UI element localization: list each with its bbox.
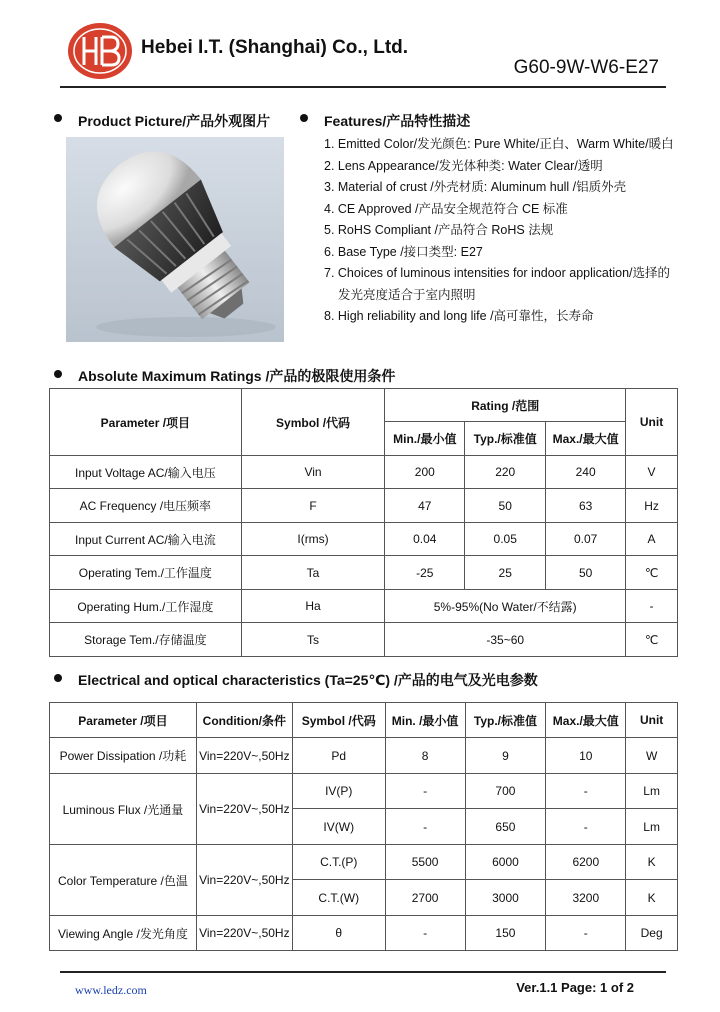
page-info: Ver.1.1 Page: 1 of 2 (516, 980, 634, 995)
cell-unit: Lm (626, 809, 678, 845)
cell-parameter: Viewing Angle /发光角度 (50, 916, 197, 951)
cell-max: - (546, 774, 626, 809)
cell-unit: K (626, 845, 678, 880)
electrical-title: Electrical and optical characteristics (Ta=25℃) /产品的电气及光电参数 (78, 672, 538, 688)
cell-max: 63 (546, 489, 626, 523)
cell-condition: Vin=220V~,50Hz (196, 738, 292, 774)
bullet-dot-icon (54, 114, 62, 122)
hb-logo (67, 22, 133, 80)
features-title: Features/产品特性描述 (324, 113, 471, 129)
feature-item: 5. RoHS Compliant /产品符合 RoHS 法规 (324, 223, 554, 237)
cell-symbol: Ts (241, 623, 385, 657)
col-rating: Rating /范围 (385, 389, 626, 422)
product-picture-title: Product Picture/产品外观图片 (78, 113, 271, 129)
cell-symbol: Ha (241, 590, 385, 623)
cell-condition: Vin=220V~,50Hz (196, 845, 292, 916)
table-row (50, 845, 678, 880)
table-row (50, 916, 678, 951)
ratings-table (49, 388, 678, 657)
cell-min: 200 (385, 456, 465, 489)
cell-max: 10 (546, 738, 626, 774)
bullet-dot-icon (300, 114, 308, 122)
electrical-table (49, 702, 678, 951)
cell-max: 240 (546, 456, 626, 489)
cell-typ: 3000 (465, 880, 546, 916)
cell-unit: A (626, 523, 678, 556)
cell-parameter: Input Current AC/输入电流 (50, 523, 242, 556)
col-unit: Unit (626, 703, 678, 738)
cell-range: 5%-95%(No Water/不结露) (385, 590, 626, 623)
col-symbol: Symbol /代码 (292, 703, 385, 738)
cell-min: 5500 (385, 845, 465, 880)
col-max: Max./最大值 (546, 422, 626, 456)
table-row (50, 738, 678, 774)
part-number: G60-9W-W6-E27 (513, 57, 659, 78)
cell-range: -35~60 (385, 623, 626, 657)
cell-min: - (385, 916, 465, 951)
cell-unit: ℃ (626, 556, 678, 590)
col-typ: Typ./标准值 (465, 703, 546, 738)
cell-condition: Vin=220V~,50Hz (196, 916, 292, 951)
cell-unit: - (626, 590, 678, 623)
cell-typ: 220 (465, 456, 546, 489)
cell-parameter: Storage Tem./存储温度 (50, 623, 242, 657)
cell-typ: 50 (465, 489, 546, 523)
cell-max: 0.07 (546, 523, 626, 556)
table-row (50, 523, 678, 556)
feature-item: 6. Base Type /接口类型: E27 (324, 244, 483, 259)
cell-min: 2700 (385, 880, 465, 916)
cell-symbol: IV(W) (292, 809, 385, 845)
cell-unit: ℃ (626, 623, 678, 657)
cell-typ: 650 (465, 809, 546, 845)
cell-max: - (546, 916, 626, 951)
cell-min: - (385, 809, 465, 845)
col-typ: Typ./标准值 (465, 422, 546, 456)
feature-item: 8. High reliability and long life /高可靠性，长寿命 (324, 309, 594, 323)
ratings-title: Absolute Maximum Ratings /产品的极限使用条件 (78, 368, 396, 384)
col-condition: Condition/条件 (196, 703, 292, 738)
cell-parameter: Color Temperature /色温 (50, 845, 197, 916)
cell-parameter: Input Voltage AC/输入电压 (50, 456, 242, 489)
feature-item: 7. Choices of luminous intensities for indoor application/选择的发光亮度适合于室内照明 (324, 266, 671, 302)
table-row (50, 489, 678, 523)
cell-max: - (546, 809, 626, 845)
cell-min: -25 (385, 556, 465, 590)
cell-min: 0.04 (385, 523, 465, 556)
features-list (324, 134, 674, 328)
cell-min: 47 (385, 489, 465, 523)
footer-divider (60, 971, 666, 973)
led-bulb-photo (66, 137, 284, 342)
company-name: Hebei I.T. (Shanghai) Co., Ltd. (141, 37, 409, 58)
feature-item: 3. Material of crust /外壳材质: Aluminum hull /铝质外壳 (324, 180, 627, 194)
cell-unit: Deg (626, 916, 678, 951)
cell-parameter: Power Dissipation /功耗 (50, 738, 197, 774)
table-row (50, 556, 678, 590)
col-unit: Unit (626, 389, 678, 456)
cell-symbol: I(rms) (241, 523, 385, 556)
cell-parameter: Operating Hum./工作湿度 (50, 590, 242, 623)
cell-typ: 9 (465, 738, 546, 774)
cell-condition: Vin=220V~,50Hz (196, 774, 292, 845)
cell-max: 6200 (546, 845, 626, 880)
table-row (50, 774, 678, 809)
feature-item: 1. Emitted Color/发光颜色: Pure White/正白、Warm White/暖白 (324, 137, 674, 151)
website-link[interactable]: www.ledz.com (75, 983, 147, 997)
header-divider (60, 86, 666, 88)
cell-symbol: Vin (241, 456, 385, 489)
cell-symbol: F (241, 489, 385, 523)
cell-min: - (385, 774, 465, 809)
bullet-dot-icon (54, 370, 62, 378)
cell-unit: Hz (626, 489, 678, 523)
cell-max: 50 (546, 556, 626, 590)
feature-item: 4. CE Approved /产品安全规范符合 CE 标准 (324, 201, 568, 216)
cell-typ: 25 (465, 556, 546, 590)
cell-typ: 150 (465, 916, 546, 951)
col-parameter: Parameter /项目 (50, 389, 242, 456)
bullet-dot-icon (54, 674, 62, 682)
cell-typ: 6000 (465, 845, 546, 880)
cell-unit: K (626, 880, 678, 916)
cell-unit: V (626, 456, 678, 489)
col-symbol: Symbol /代码 (241, 389, 385, 456)
table-row (50, 456, 678, 489)
cell-parameter: AC Frequency /电压频率 (50, 489, 242, 523)
cell-unit: W (626, 738, 678, 774)
cell-symbol: C.T.(W) (292, 880, 385, 916)
cell-max: 3200 (546, 880, 626, 916)
cell-min: 8 (385, 738, 465, 774)
cell-symbol: Pd (292, 738, 385, 774)
cell-parameter: Operating Tem./工作温度 (50, 556, 242, 590)
cell-typ: 0.05 (465, 523, 546, 556)
cell-parameter: Luminous Flux /光通量 (50, 774, 197, 845)
cell-symbol: θ (292, 916, 385, 951)
table-row (50, 590, 678, 623)
col-parameter: Parameter /项目 (50, 703, 197, 738)
feature-item: 2. Lens Appearance/发光体种类: Water Clear/透明 (324, 158, 603, 173)
cell-symbol: IV(P) (292, 774, 385, 809)
col-min: Min. /最小值 (385, 703, 465, 738)
cell-typ: 700 (465, 774, 546, 809)
cell-symbol: Ta (241, 556, 385, 590)
col-min: Min./最小值 (385, 422, 465, 456)
cell-unit: Lm (626, 774, 678, 809)
col-max: Max./最大值 (546, 703, 626, 738)
table-row (50, 623, 678, 657)
cell-symbol: C.T.(P) (292, 845, 385, 880)
